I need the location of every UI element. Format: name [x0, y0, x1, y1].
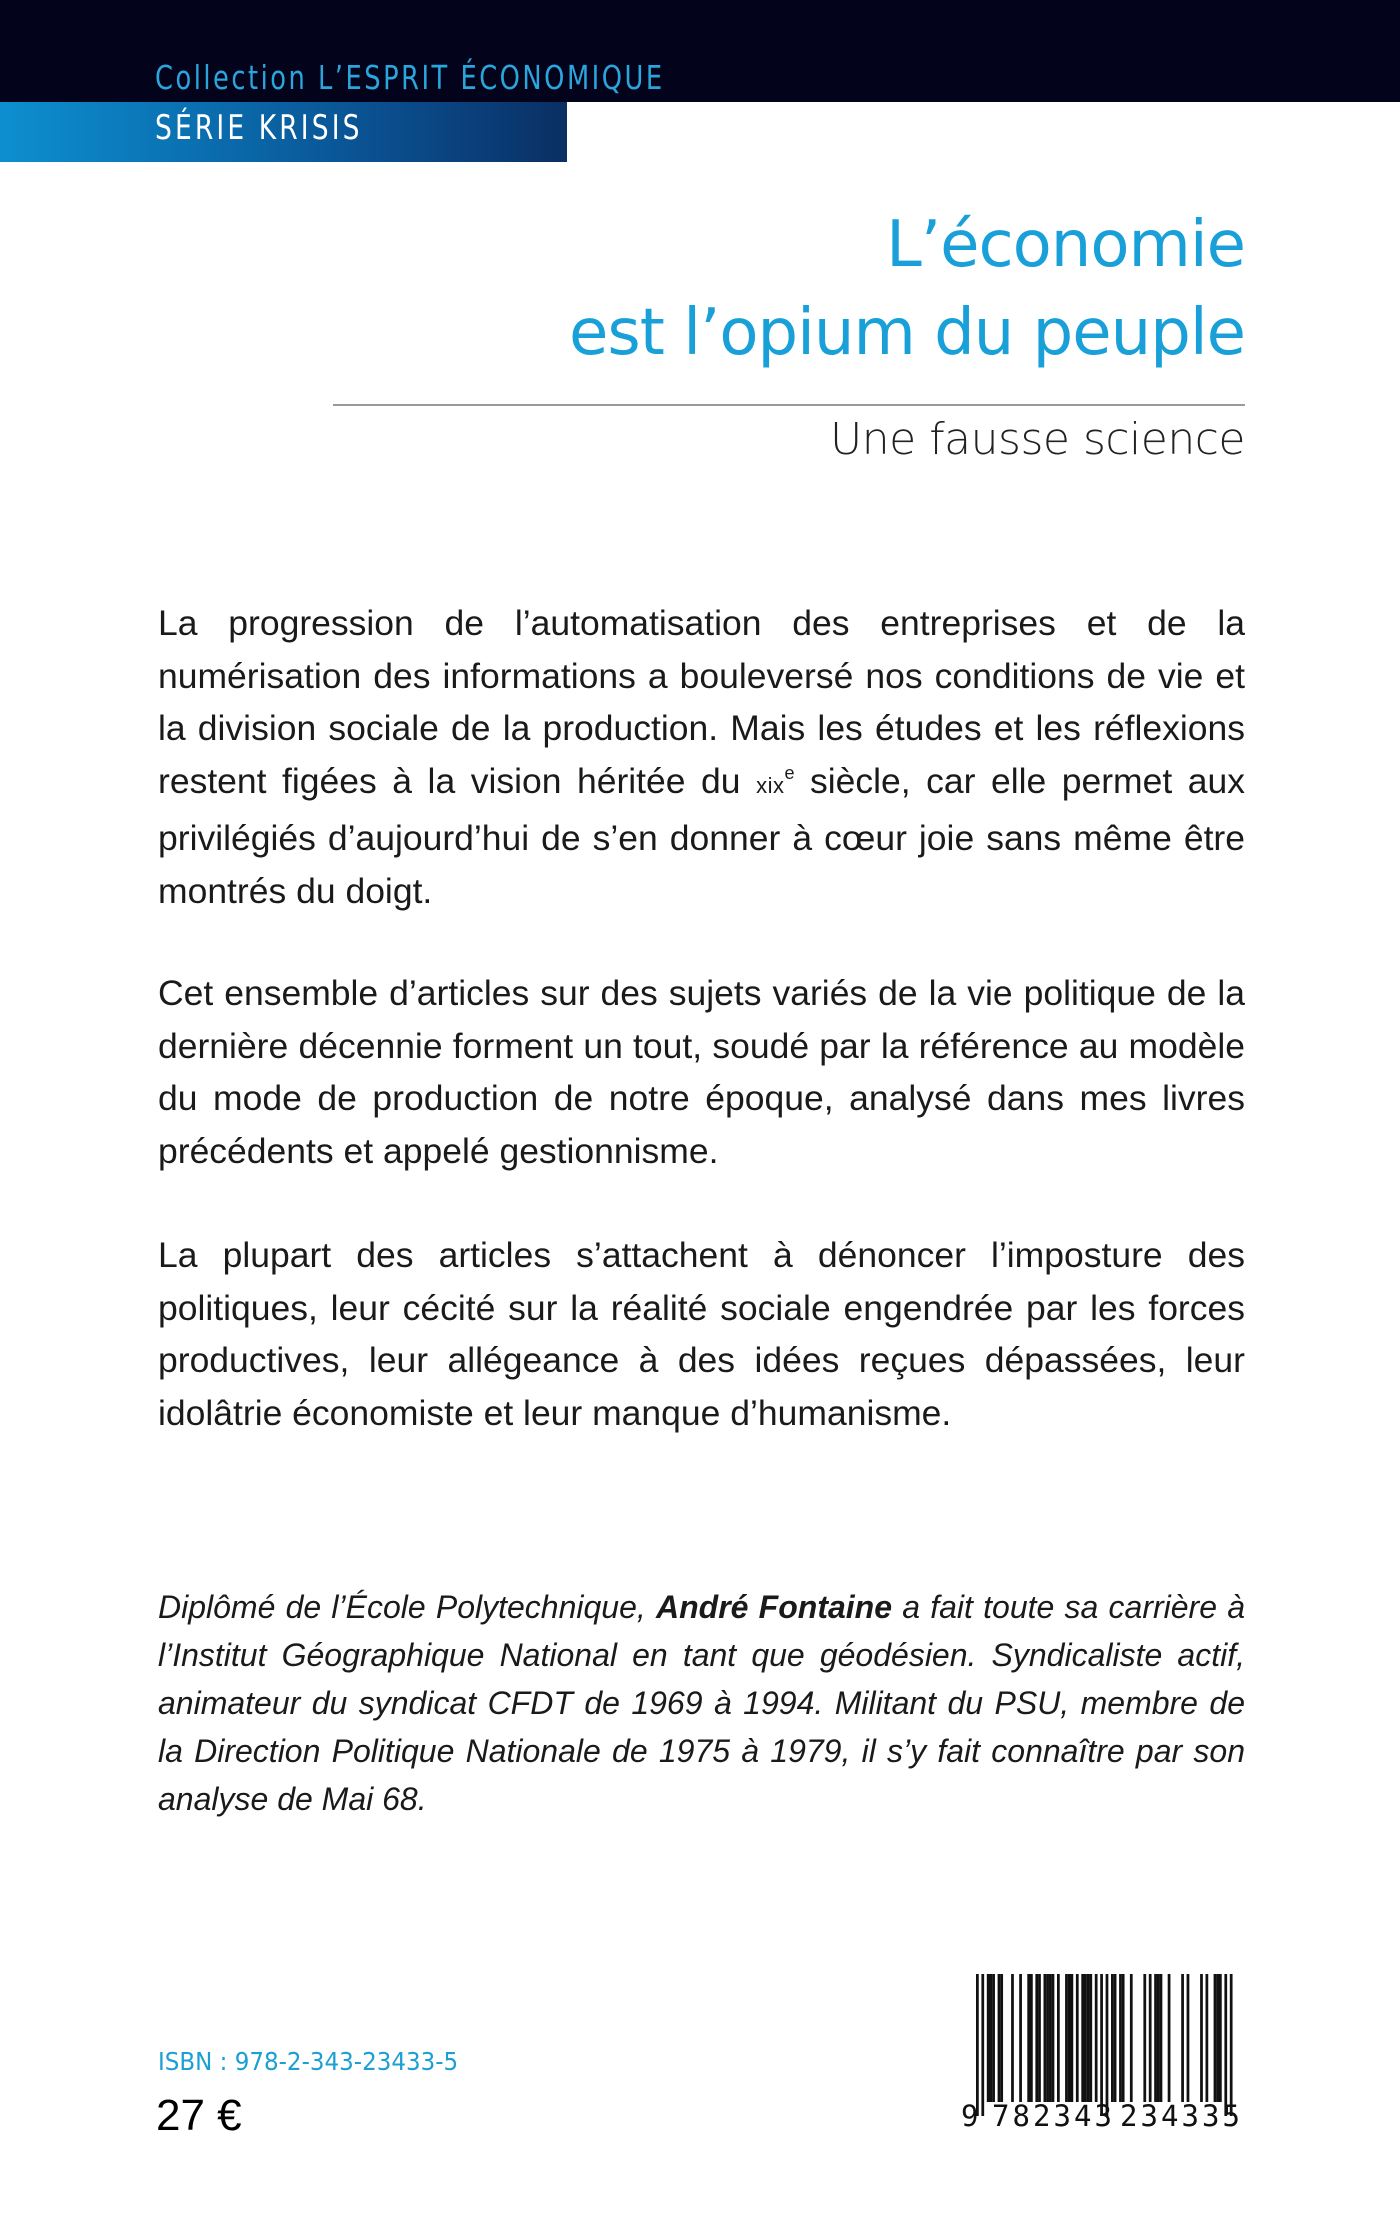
- century-numeral: xix: [756, 772, 785, 798]
- author-bio: [158, 1583, 1245, 1823]
- barcode-first-digit: 9: [961, 2099, 979, 2133]
- blurb-text: La progression de l’automatisation des entreprises et de la numérisation des informations a bouleversé nos conditions de vie et la division sociale de la production. Mais les études et les réflexions restent figées à la vision héritée du: [158, 603, 1245, 801]
- isbn: ISBN : 978-2-343-23433-5: [158, 2047, 459, 2076]
- title-divider: [333, 404, 1245, 406]
- book-subtitle: Une fausse science: [830, 414, 1245, 465]
- barcode-icon: [955, 1974, 1247, 2134]
- bio-text: Diplômé de l’École Polytechnique,: [158, 1589, 657, 1625]
- price: 27 €: [156, 2091, 242, 2140]
- blurb-paragraph-1: [158, 597, 1245, 917]
- barcode-left-digits: 782343: [992, 2099, 1112, 2133]
- series-name: SÉRIE KRISIS: [155, 108, 363, 148]
- century-superscript: e: [784, 762, 795, 783]
- collection-name: Collection L’ESPRIT ÉCONOMIQUE: [155, 58, 665, 97]
- blurb-paragraph-2: Cet ensemble d’articles sur des sujets variés de la vie politique de la dernière décennie forment un tout, soudé par la référence au modèle du mode de production de notre époque, analysé dans mes livres précédents et appelé gestionnisme.: [158, 973, 1245, 1171]
- book-title-line-1: L’économie: [886, 208, 1245, 282]
- bio-text: a fait toute sa carrière à l’Institut Géographique National en tant que géodésien. Syndicaliste actif, animateur du syndicat CFDT de 1969 à 1994. Militant du PSU, membre de la Direction Politique Nationale de 1975 à 1979, il s’y fait connaître par son analyse de Mai 68.: [158, 1589, 1246, 1817]
- barcode-right-digits: 234335: [1120, 2099, 1240, 2133]
- blurb-text: siècle, car elle permet aux privilégiés d’aujourd’hui de s’en donner à cœur joie sans même être montrés du doigt.: [158, 760, 1245, 911]
- blurb-paragraph-3: La plupart des articles s’attachent à dénoncer l’imposture des politiques, leur cécité sur la réalité sociale engendrée par les forces productives, leur allégeance à des idées reçues dépassées, leur idolâtrie économiste et leur manque d’humanisme.: [158, 1235, 1245, 1433]
- ean13-barcode: [955, 1974, 1247, 2134]
- author-name: André Fontaine: [656, 1589, 893, 1625]
- book-title-line-2: est l’opium du peuple: [569, 296, 1245, 370]
